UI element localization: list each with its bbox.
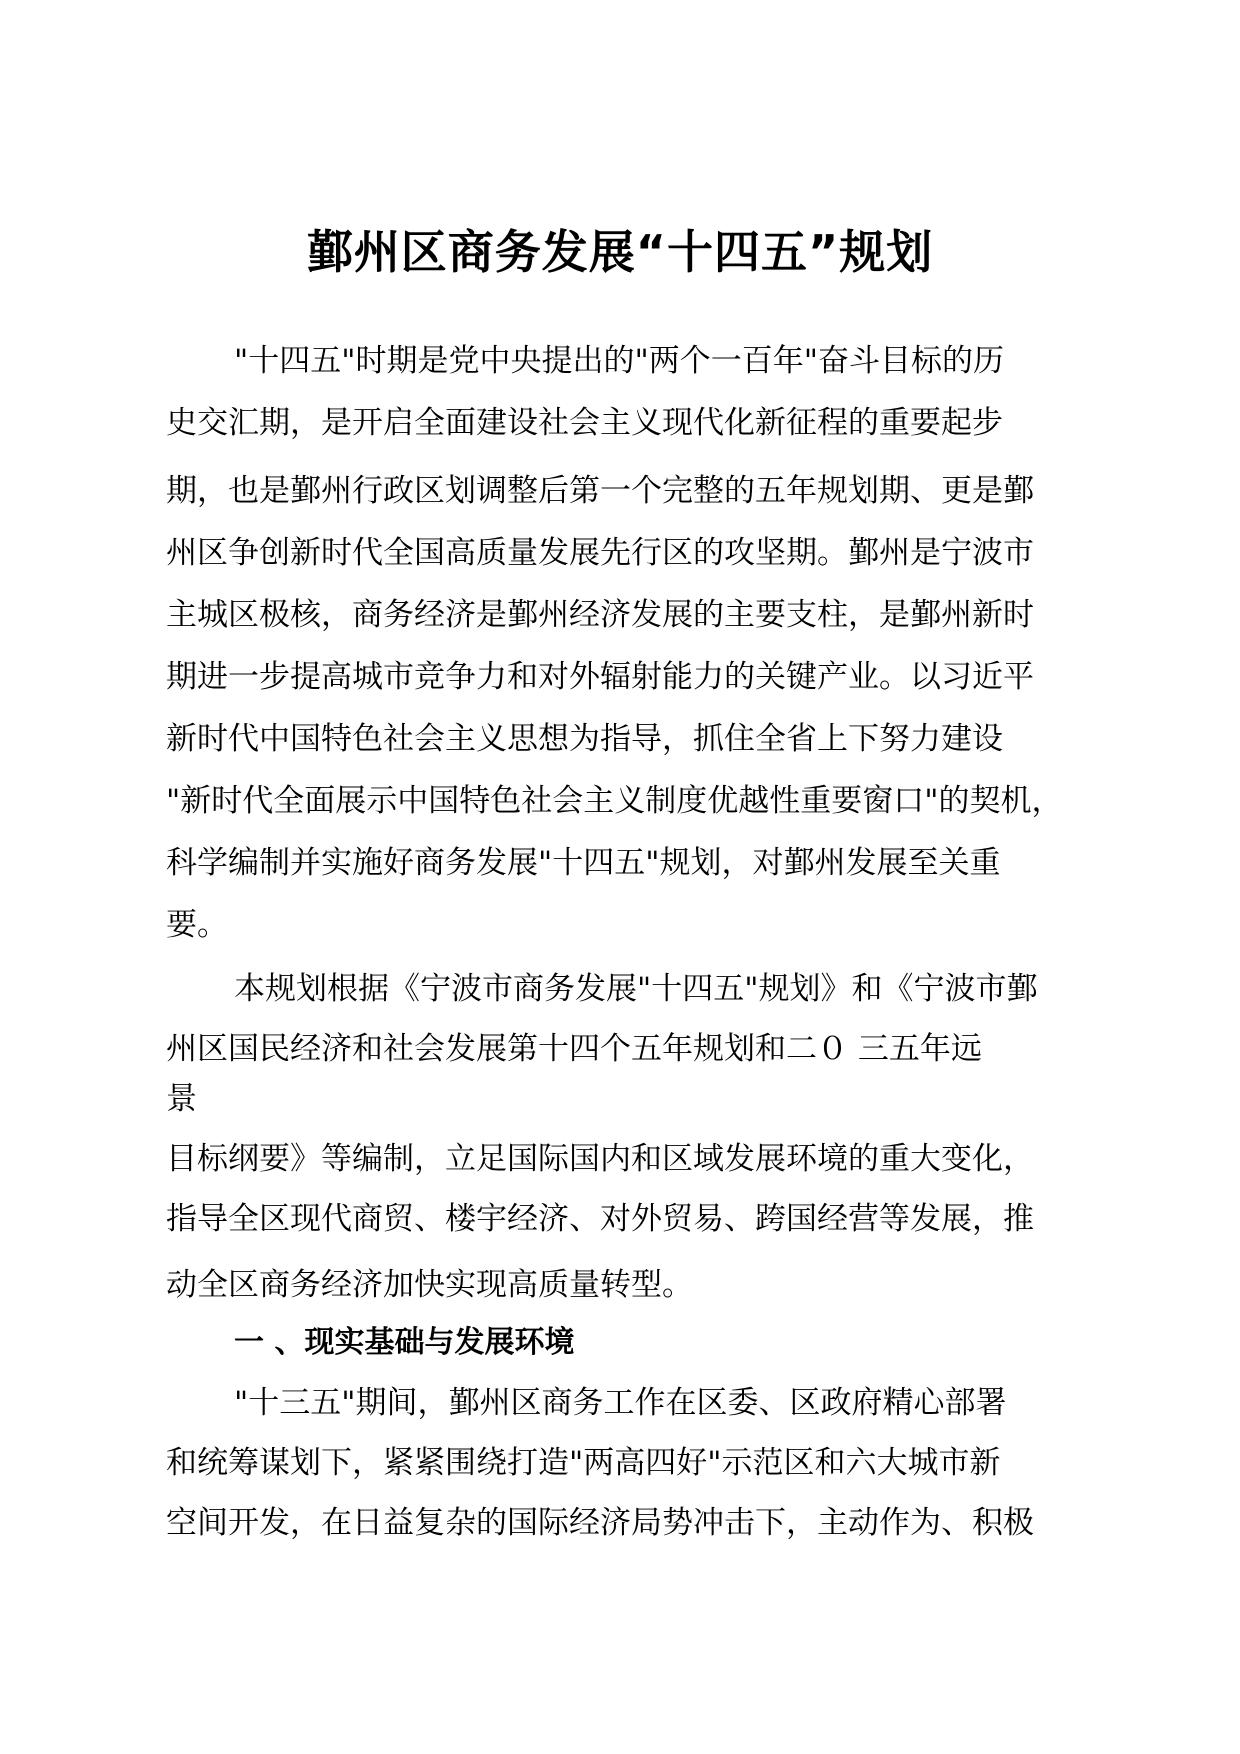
paragraph-2-line-5: 指导全区现代商贸、楼宇经济、对外贸易、跨国经营等发展，推: [166, 1201, 1034, 1237]
paragraph-1-line-8: "新时代全面展示中国特色社会主义制度优越性重要窗口"的契机，: [166, 783, 1063, 819]
paragraph-3-line-1: "十三五"期间，鄞州区商务工作在区委、区政府精心部署: [234, 1385, 1007, 1421]
paragraph-1-line-1: "十四五"时期是党中央提出的"两个一百年"奋斗目标的历: [234, 343, 1005, 379]
paragraph-1-line-4: 州区争创新时代全国高质量发展先行区的攻坚期。鄞州是宁波市: [166, 535, 1034, 571]
paragraph-2-line-4: 目标纲要》等编制，立足国际国内和区域发展环境的重大变化，: [166, 1141, 1034, 1177]
paragraph-1-line-7: 新时代中国特色社会主义思想为指导，抓住全省上下努力建设: [166, 721, 1003, 757]
document-title: 鄞州区商务发展“十四五”规划: [306, 225, 934, 279]
paragraph-1-line-3: 期，也是鄞州行政区划调整后第一个完整的五年规划期、更是鄞: [166, 473, 1034, 509]
paragraph-2-line-1: 本规划根据《宁波市商务发展"十四五"规划》和《宁波市鄞: [234, 971, 1038, 1007]
paragraph-1-line-2: 史交汇期，是开启全面建设社会主义现代化新征程的重要起步: [166, 405, 1003, 441]
paragraph-3-line-3: 空间开发，在日益复杂的国际经济局势冲击下，主动作为、积极: [166, 1505, 1034, 1541]
paragraph-1-line-10: 要。: [166, 907, 228, 943]
section-heading: 一 、现实基础与发展环境: [234, 1325, 575, 1360]
paragraph-1-line-9: 科学编制并实施好商务发展"十四五"规划，对鄞州发展至关重: [166, 845, 1001, 881]
paragraph-2-line-6: 动全区商务经济加快实现高质量转型。: [166, 1267, 693, 1303]
paragraph-3-line-2: 和统筹谋划下，紧紧围绕打造"两高四好"示范区和六大城市新: [166, 1445, 1001, 1481]
paragraph-1-line-5: 主城区极核，商务经济是鄞州经济发展的主要支柱，是鄞州新时: [166, 597, 1034, 633]
paragraph-1-line-6: 期进一步提高城市竞争力和对外辐射能力的关键产业。以习近平: [166, 659, 1034, 695]
paragraph-2-line-2: 州区国民经济和社会发展第十四个五年规划和二０ 三五年远: [166, 1031, 982, 1067]
paragraph-2-line-3: 景: [166, 1081, 197, 1117]
